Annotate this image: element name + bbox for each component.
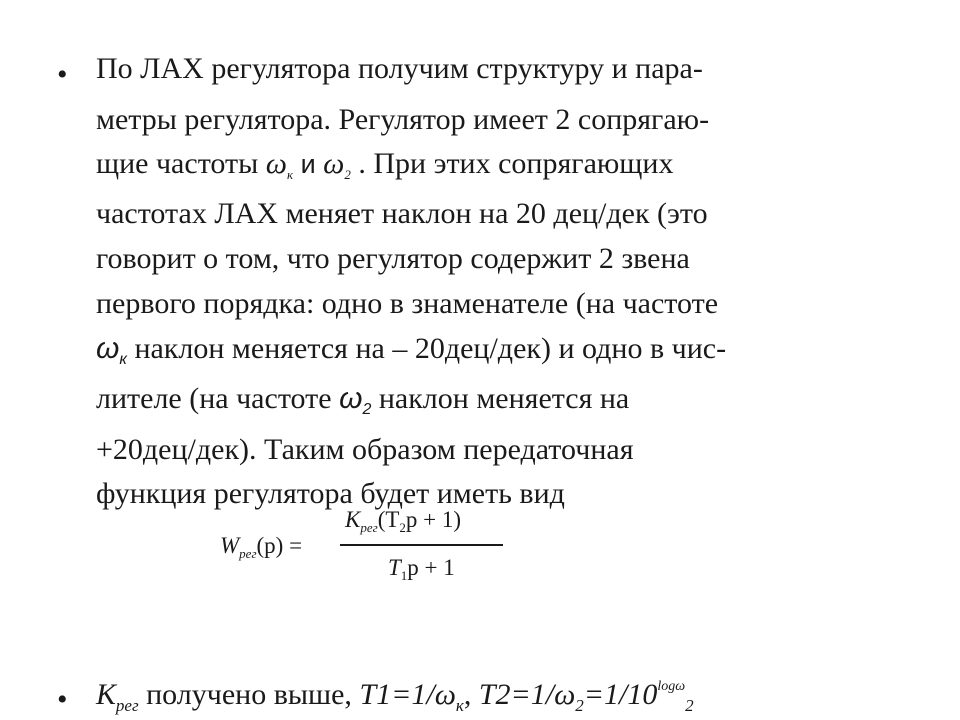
formula-args: (p) = (256, 533, 303, 558)
transfer-function-formula (220, 505, 520, 595)
text-line-1: По ЛАХ регулятора получим структуру и пара- (96, 52, 703, 85)
text-line-9: +20дец/дек). Таким образом передаточная (96, 433, 634, 466)
formula-W-subscript: рег (239, 546, 257, 561)
subscript: 2 (344, 167, 351, 182)
text-line-5: говорит о том, что регулятор содержит 2 звена (96, 242, 690, 275)
formula-W: W (220, 533, 240, 558)
K-symbol: К (96, 678, 116, 711)
text-fragment: . При этих сопрягающих (350, 147, 674, 180)
formula-numerator (345, 507, 461, 536)
omega-glyph: ω (323, 147, 345, 180)
formula-T1: T (388, 555, 401, 580)
formula-K-subscript: рег (360, 520, 378, 535)
omega-k-symbol (266, 147, 293, 180)
fraction-bar (340, 544, 503, 546)
K-subscript: рег (115, 696, 139, 715)
subscript: к (119, 351, 127, 368)
T2-subscript: 2 (575, 696, 584, 715)
text-line-8 (96, 382, 629, 419)
text-line-3 (96, 147, 673, 183)
omega-glyph: ω (339, 382, 363, 415)
formula-T1-subscript: 1 (400, 568, 408, 583)
omega-2-symbol (339, 382, 372, 418)
text-line-last (96, 678, 694, 716)
T2-equals: =1/10 (583, 678, 658, 711)
text-fragment: , (463, 678, 479, 711)
exponent: logω (657, 679, 686, 694)
formula-num-open: (T (377, 507, 400, 532)
omega-k-symbol (96, 332, 127, 368)
omega-glyph: ω (265, 147, 287, 180)
formula-den-rest: p + 1 (407, 555, 455, 580)
formula-denominator (388, 555, 455, 584)
bullet-1: • (57, 58, 68, 91)
text-line-2: метры регулятора. Регулятор имеет 2 сопрягаю- (96, 103, 710, 136)
subscript: к (286, 167, 294, 182)
formula-num-rest: p + 1) (405, 507, 462, 532)
formula-K: K (345, 507, 361, 532)
subscript: 2 (362, 401, 372, 418)
T2-expression: T2=1/ω (478, 678, 576, 711)
text-fragment: наклон меняется на (371, 382, 630, 415)
formula-T2-subscript: 2 (399, 520, 406, 535)
text-line-4: частотах ЛАХ меняет наклон на 20 дец/дек (это (96, 197, 708, 230)
bullet-2: • (57, 683, 68, 716)
text-line-6: первого порядка: одно в знаменателе (на частоте (96, 287, 719, 320)
T1-expression: T1=1/ω (359, 678, 456, 711)
omega-glyph: ω (96, 332, 120, 365)
text-fragment: лителе (на частоте (96, 382, 340, 415)
exponent-subscript: 2 (685, 696, 694, 715)
text-fragment: щие частоты (96, 147, 266, 180)
text-line-7 (96, 332, 726, 369)
omega-2-symbol (323, 147, 351, 180)
formula-lhs (220, 533, 302, 562)
T1-subscript: к (455, 696, 464, 715)
text-line-10: функция регулятора будет иметь вид (96, 477, 565, 510)
conjunction: и (293, 149, 324, 179)
text-fragment: наклон меняется на – 20дец/дек) и одно в чис- (126, 332, 727, 365)
text-fragment: получено выше, (138, 678, 360, 711)
